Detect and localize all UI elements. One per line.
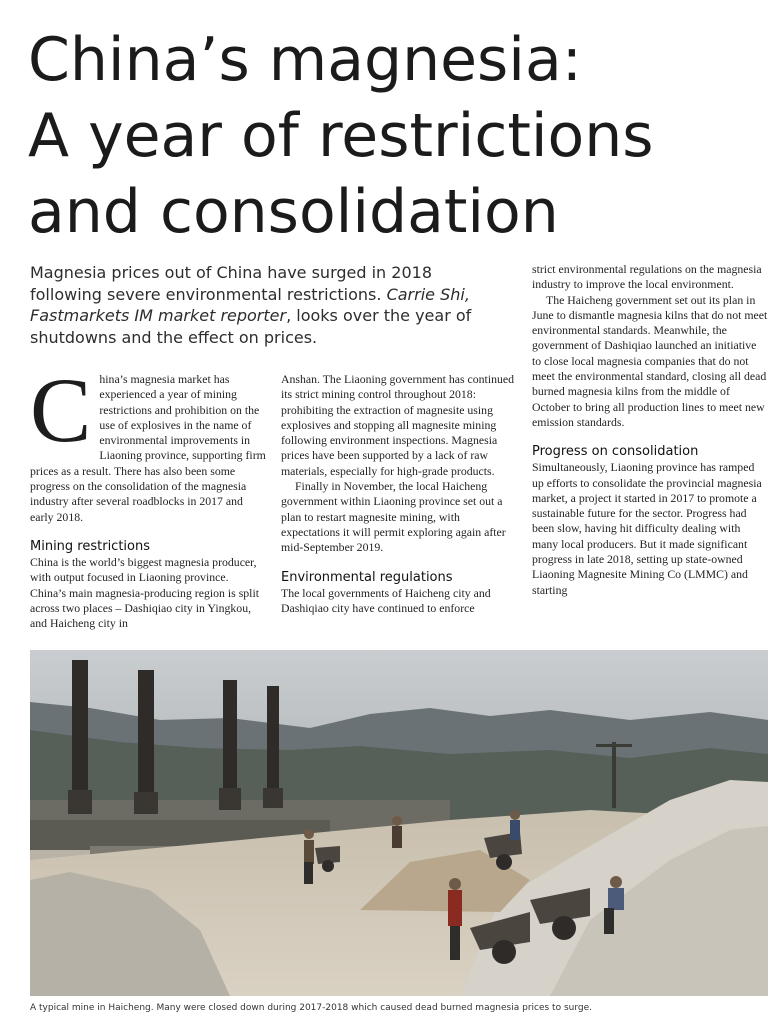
author-credit: Carrie Shi, Fastmarkets IM market reporter <box>30 284 470 325</box>
intro-paragraph: hina’s magnesia market has experienced a year of mining restrictions and prohibition on the use of explosives in the name of environmental improvements in Liaoning province, supporting firm prices as a result. There has also been some progress on the consolidation of the magnesia industry after several roadblocks in 2017 and early 2018. <box>30 372 266 524</box>
mine-photo <box>30 650 768 996</box>
headline-line-3: and consolidation <box>28 177 559 247</box>
photo-caption: A typical mine in Haicheng. Many were closed down during 2017-2018 which caused dead burned magnesia prices to surge. <box>30 1003 592 1013</box>
section-heading-mining: Mining restrictions <box>30 538 151 554</box>
standfirst-text-end: , looks over the year of shutdowns and the effect on prices. <box>30 306 472 347</box>
headline-line-1: China’s magnesia: <box>28 25 582 95</box>
section-heading-progress: Progress on consolidation <box>532 444 699 460</box>
mine-photo-illustration <box>30 650 768 996</box>
anshan-paragraph: Anshan. The Liaoning government has continued its strict mining control throughout 2018: prohibiting the extraction of magnesite using explosives and stopping all magnesite mining following environment inspections. Magnesia prices have been supported by a lack of raw materials, especially for high-grade products. <box>281 372 515 478</box>
section-heading-environmental: Environmental regulations <box>281 569 453 585</box>
haicheng-paragraph: The Haicheng government set out its plan in June to dismantle magnesia kilns that do not meet environmental standards. Meanwhile, the government of Dashiqiao launched an initiative to close local magnesia companies that do not meet the environmental standard, closing all dead burned magnesia kilns from the middle of October to bring all production lines to meet new emission standards. <box>532 292 768 429</box>
drop-cap: C <box>30 359 92 461</box>
article-column-3 <box>532 262 768 598</box>
standfirst-text: Magnesia prices out of China have surged in 2018 following severe environmental restrictions. <box>30 263 432 304</box>
environmental-continued: strict environmental regulations on the magnesia industry to improve the local environment. <box>532 262 762 292</box>
article-column-1 <box>30 359 266 631</box>
mining-paragraph: China is the world’s biggest magnesia producer, with output focused in Liaoning province. China’s main magnesia-producing region is split across two places – Dashiqiao city in Yingkou, and Haicheng city in <box>30 554 260 631</box>
consolidation-paragraph: Simultaneously, Liaoning province has ramped up efforts to consolidate the provincial magnesia market, a project it started in 2017 to promote a sustainable future for the sector. Progress had been slow, having hit difficulty dealing with many local producers. But it made significant progress in late 2018, setting up state-owned Liaoning Magnesite Mining Co (LMMC) and starting <box>532 460 762 597</box>
article-column-2 <box>281 372 517 616</box>
headline <box>28 22 768 250</box>
standfirst <box>30 262 508 348</box>
november-paragraph: Finally in November, the local Haicheng government within Liaoning province set out a plan to restart magnesite mining, with expectations it will permit exploring again after mid-September 2019. <box>281 479 506 555</box>
headline-line-2: A year of restrictions <box>28 101 654 171</box>
environmental-paragraph: The local governments of Haicheng city and Dashiqiao city have continued to enforce <box>281 585 491 615</box>
